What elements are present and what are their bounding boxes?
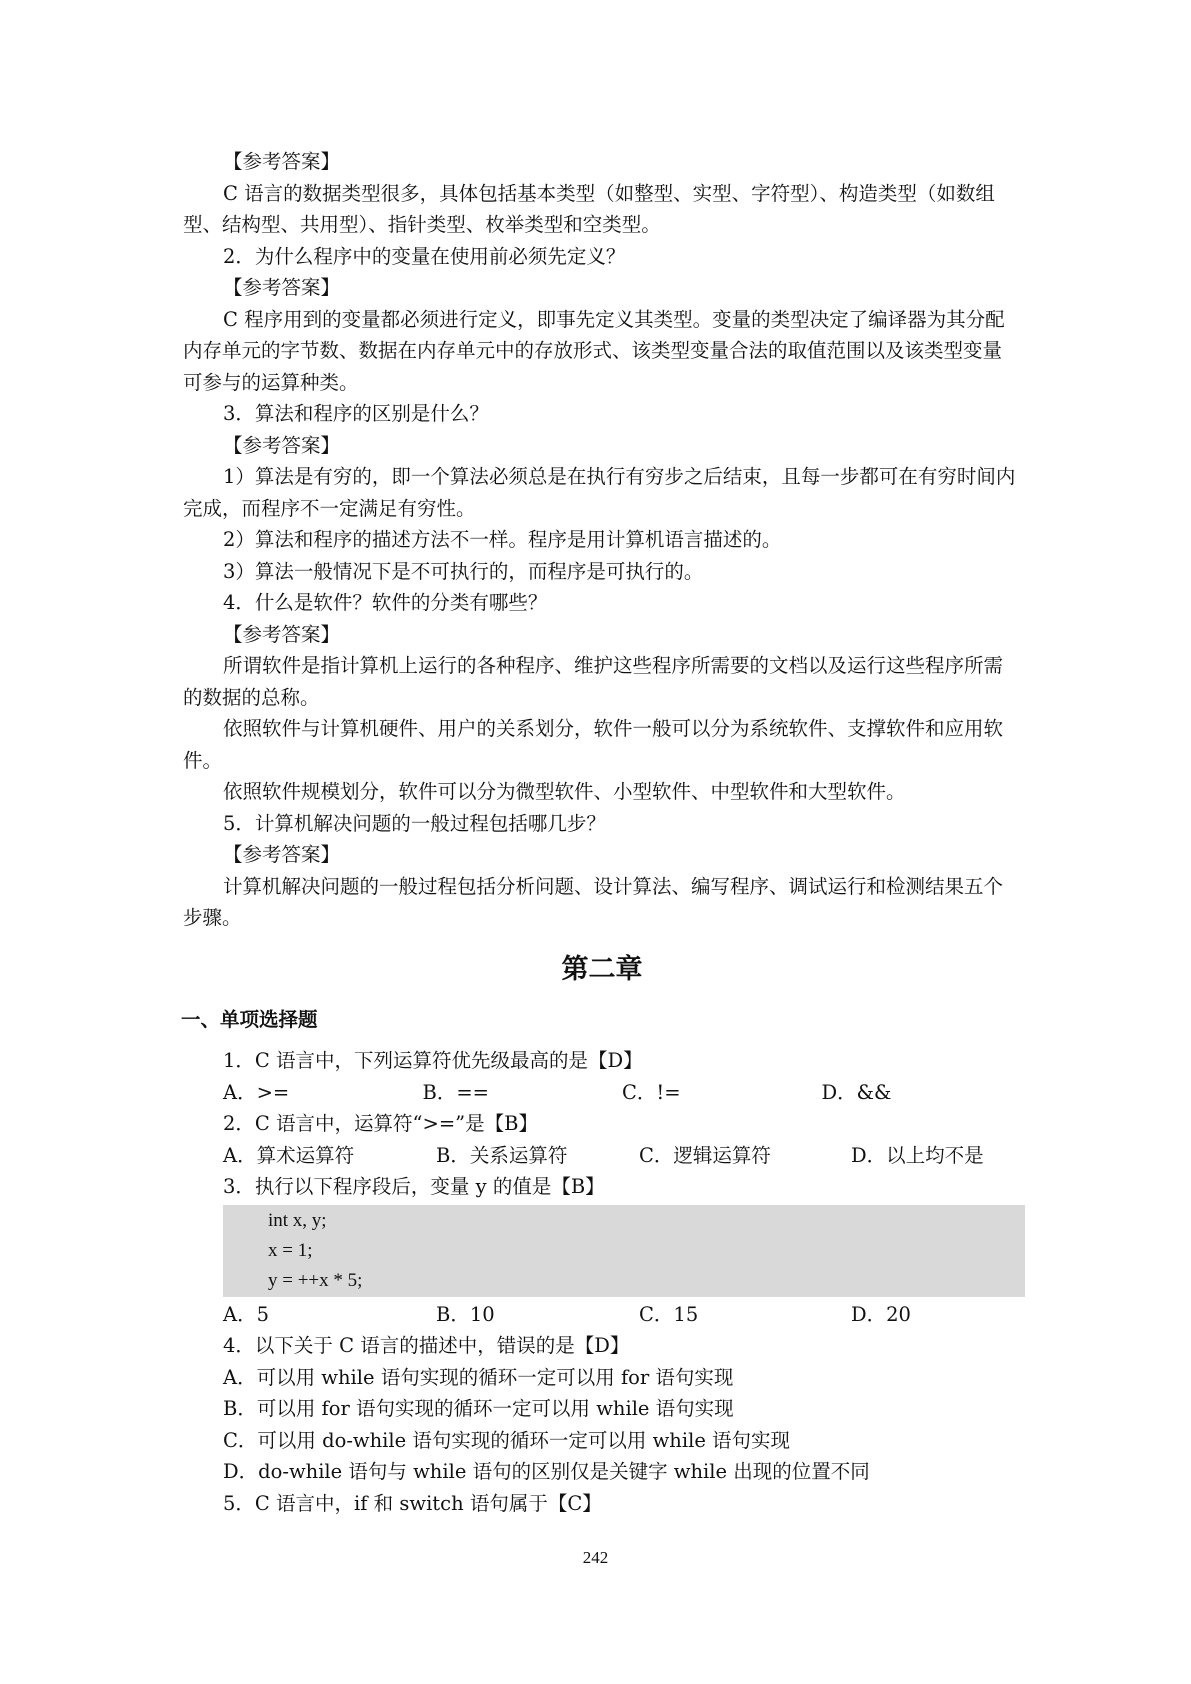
answer-label: 【参考答案】 bbox=[223, 433, 341, 457]
page-number: 242 bbox=[582, 1548, 609, 1567]
code-line: x = 1; bbox=[268, 1239, 313, 1261]
answer-paragraph: 3）算法一般情况下是不可执行的，而程序是可执行的。 bbox=[223, 559, 704, 583]
question-text: 2．为什么程序中的变量在使用前必须先定义？ bbox=[223, 244, 626, 268]
mc-question: 3．执行以下程序段后，变量 y 的值是【B】 bbox=[223, 1175, 605, 1198]
option: C．可以用 do-while 语句实现的循环一定可以用 while 语句实现 bbox=[223, 1428, 791, 1452]
mc-question: 4．以下关于 C 语言的描述中，错误的是【D】 bbox=[223, 1334, 630, 1357]
answer-paragraph: 所谓软件是指计算机上运行的各种程序、维护这些程序所需要的文档以及运行这些程序所需的数据的总称。 bbox=[183, 654, 1004, 709]
option: B．关系运算符 bbox=[436, 1143, 568, 1167]
answer-paragraph: 2）算法和程序的描述方法不一样。程序是用计算机语言描述的。 bbox=[223, 528, 782, 551]
option: D．以上均不是 bbox=[851, 1143, 984, 1167]
option: D．do-while 语句与 while 语句的区别仅是关键字 while 出现的位置不同 bbox=[223, 1460, 870, 1483]
option: C．逻辑运算符 bbox=[639, 1143, 771, 1167]
mc-options bbox=[183, 1299, 1021, 1331]
section-title: 一、单项选择题 bbox=[181, 1007, 318, 1031]
answer-paragraph: C 程序用到的变量都必须进行定义，即事先定义其类型。变量的类型决定了编译器为其分配内存单元的字节数、数据在内存单元中的存放形式、该类型变量合法的取值范围以及该类型变量可参与的运算种类。 bbox=[183, 307, 1005, 394]
answer-paragraph: C 语言的数据类型很多，具体包括基本类型（如整型、实型、字符型）、构造类型（如数组型、结构型、共用型）、指针类型、枚举类型和空类型。 bbox=[183, 181, 995, 236]
answer-label: 【参考答案】 bbox=[223, 276, 341, 299]
mc-question: 5．C 语言中，if 和 switch 语句属于【C】 bbox=[223, 1491, 602, 1515]
answer-paragraph: 1）算法是有穷的，即一个算法必须总是在执行有穷步之后结束，且每一步都可在有穷时间内完成，而程序不一定满足有穷性。 bbox=[183, 465, 1016, 520]
mc-question: 1．C 语言中，下列运算符优先级最高的是【D】 bbox=[223, 1049, 643, 1072]
question-text: 4．什么是软件？软件的分类有哪些？ bbox=[223, 591, 548, 614]
question-text: 5．计算机解决问题的一般过程包括哪几步？ bbox=[223, 811, 606, 835]
option: B．10 bbox=[436, 1302, 495, 1326]
option: C．!= bbox=[622, 1080, 681, 1104]
answer-paragraph: 计算机解决问题的一般过程包括分析问题、设计算法、编写程序、调试运行和检测结果五个步骤。 bbox=[183, 874, 1004, 929]
code-line: y = ++x * 5; bbox=[268, 1269, 363, 1291]
option: A．算术运算符 bbox=[223, 1143, 355, 1167]
option: A．>= bbox=[223, 1080, 290, 1104]
answer-label: 【参考答案】 bbox=[223, 150, 341, 173]
mc-options bbox=[183, 1077, 1021, 1109]
answer-label: 【参考答案】 bbox=[223, 843, 341, 866]
question-text: 3．算法和程序的区别是什么？ bbox=[223, 402, 489, 425]
option: A．可以用 while 语句实现的循环一定可以用 for 语句实现 bbox=[223, 1365, 734, 1389]
option: B．可以用 for 语句实现的循环一定可以用 while 语句实现 bbox=[223, 1397, 734, 1420]
code-line: int x, y; bbox=[268, 1209, 327, 1231]
option: D．&& bbox=[821, 1080, 892, 1104]
option: D．20 bbox=[851, 1302, 911, 1326]
page-content bbox=[183, 146, 1021, 1519]
option: B．== bbox=[422, 1080, 490, 1104]
mc-question: 2．C 语言中，运算符“>=”是【B】 bbox=[223, 1112, 538, 1135]
chapter-title: 第二章 bbox=[561, 953, 643, 985]
answer-label: 【参考答案】 bbox=[223, 622, 341, 646]
mc-options bbox=[183, 1140, 1021, 1172]
answer-paragraph: 依照软件与计算机硬件、用户的关系划分，软件一般可以分为系统软件、支撑软件和应用软件。 bbox=[183, 717, 1004, 772]
code-block bbox=[223, 1205, 1025, 1297]
answer-paragraph: 依照软件规模划分，软件可以分为微型软件、小型软件、中型软件和大型软件。 bbox=[223, 780, 906, 803]
option: A．5 bbox=[223, 1302, 269, 1326]
option: C．15 bbox=[639, 1302, 699, 1326]
